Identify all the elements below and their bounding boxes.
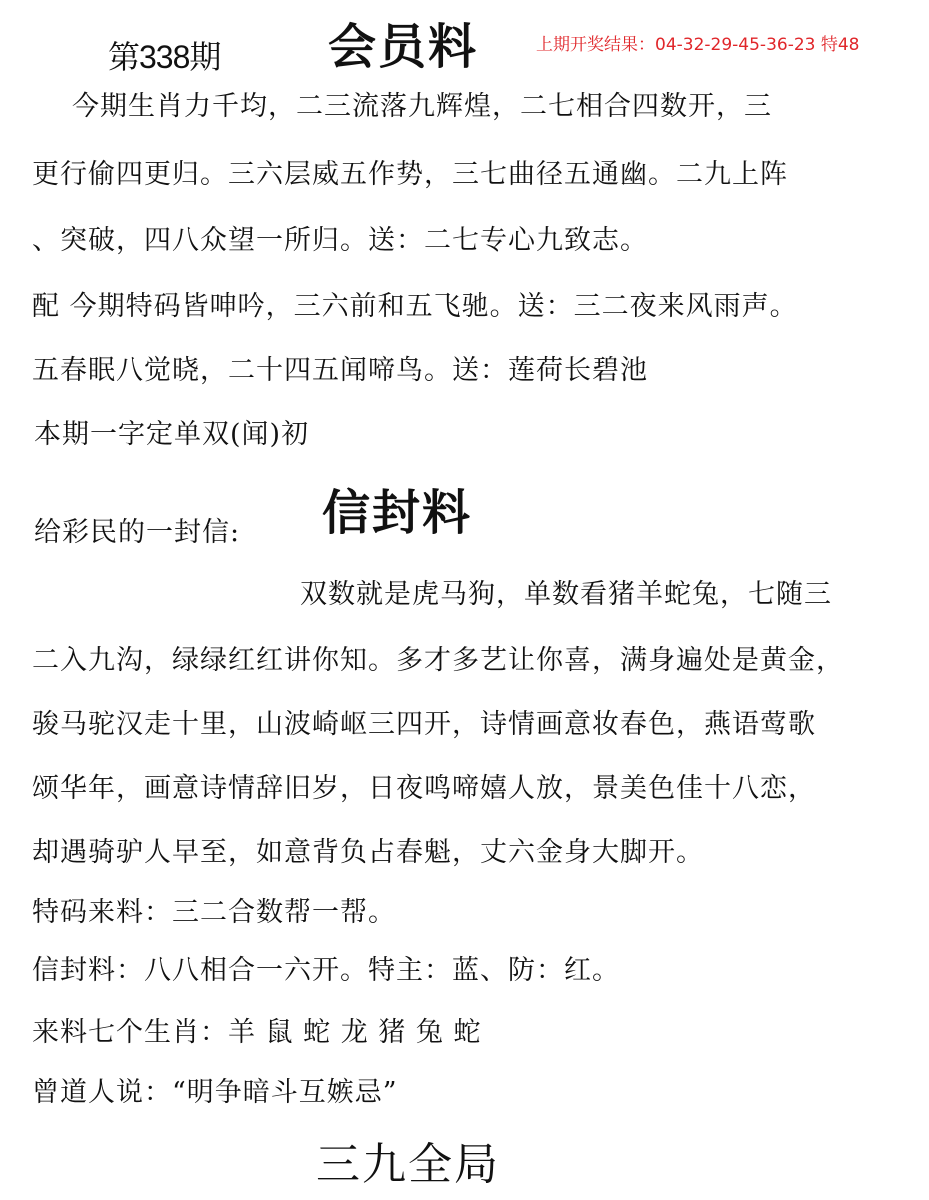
member-line-2: 更行偷四更归。三六层威五作势，三七曲径五通幽。二九上阵 bbox=[32, 159, 788, 190]
member-line-3: 、突破，四八众望一所归。送：二七专心九致志。 bbox=[32, 225, 648, 256]
member-line-1: 今期生肖力千均，二三流落九辉煌，二七相合四数开，三 bbox=[72, 91, 772, 122]
member-line-5: 五春眠八觉晓，二十四五闻啼鸟。送：莲荷长碧池 bbox=[32, 355, 648, 386]
quote-line: 曾道人说：“明争暗斗互嫉忌” bbox=[32, 1077, 398, 1108]
letter-line-3: 骏马驼汉走十里，山波崎岖三四开，诗情画意妆春色，燕语莺歌 bbox=[32, 709, 816, 740]
issue-number: 第338期 bbox=[108, 39, 221, 75]
letter-intro: 给彩民的一封信: bbox=[34, 517, 241, 548]
footer-title: 三九全局 bbox=[316, 1139, 500, 1190]
envelope-material-line: 信封料：八八相合一六开。特主：蓝、防：红。 bbox=[32, 955, 620, 986]
letter-line-4: 颂华年，画意诗情辞旧岁，日夜鸣啼嬉人放，景美色佳十八恋， bbox=[32, 773, 816, 804]
special-code-line: 特码来料：三二合数帮一帮。 bbox=[32, 897, 396, 928]
seven-zodiac-line: 来料七个生肖：羊 鼠 蛇 龙 猪 兔 蛇 bbox=[32, 1017, 482, 1048]
member-section-title: 会员料 bbox=[328, 19, 479, 75]
member-line-4: 配 今期特码皆呻吟，三六前和五飞驰。送：三二夜来风雨声。 bbox=[32, 291, 798, 322]
letter-line-5: 却遇骑驴人早至，如意背负占春魁，丈六金身大脚开。 bbox=[32, 837, 704, 868]
letter-line-2: 二入九沟，绿绿红红讲你知。多才多艺让你喜，满身遍处是黄金， bbox=[32, 645, 844, 676]
letter-line-1: 双数就是虎马狗，单数看猪羊蛇兔，七随三 bbox=[300, 579, 832, 610]
last-result-banner: 上期开奖结果：04-32-29-45-36-23 特48 bbox=[536, 35, 860, 55]
letter-section-title: 信封料 bbox=[322, 485, 473, 541]
single-double-line: 本期一字定单双(闻)初 bbox=[34, 419, 310, 450]
